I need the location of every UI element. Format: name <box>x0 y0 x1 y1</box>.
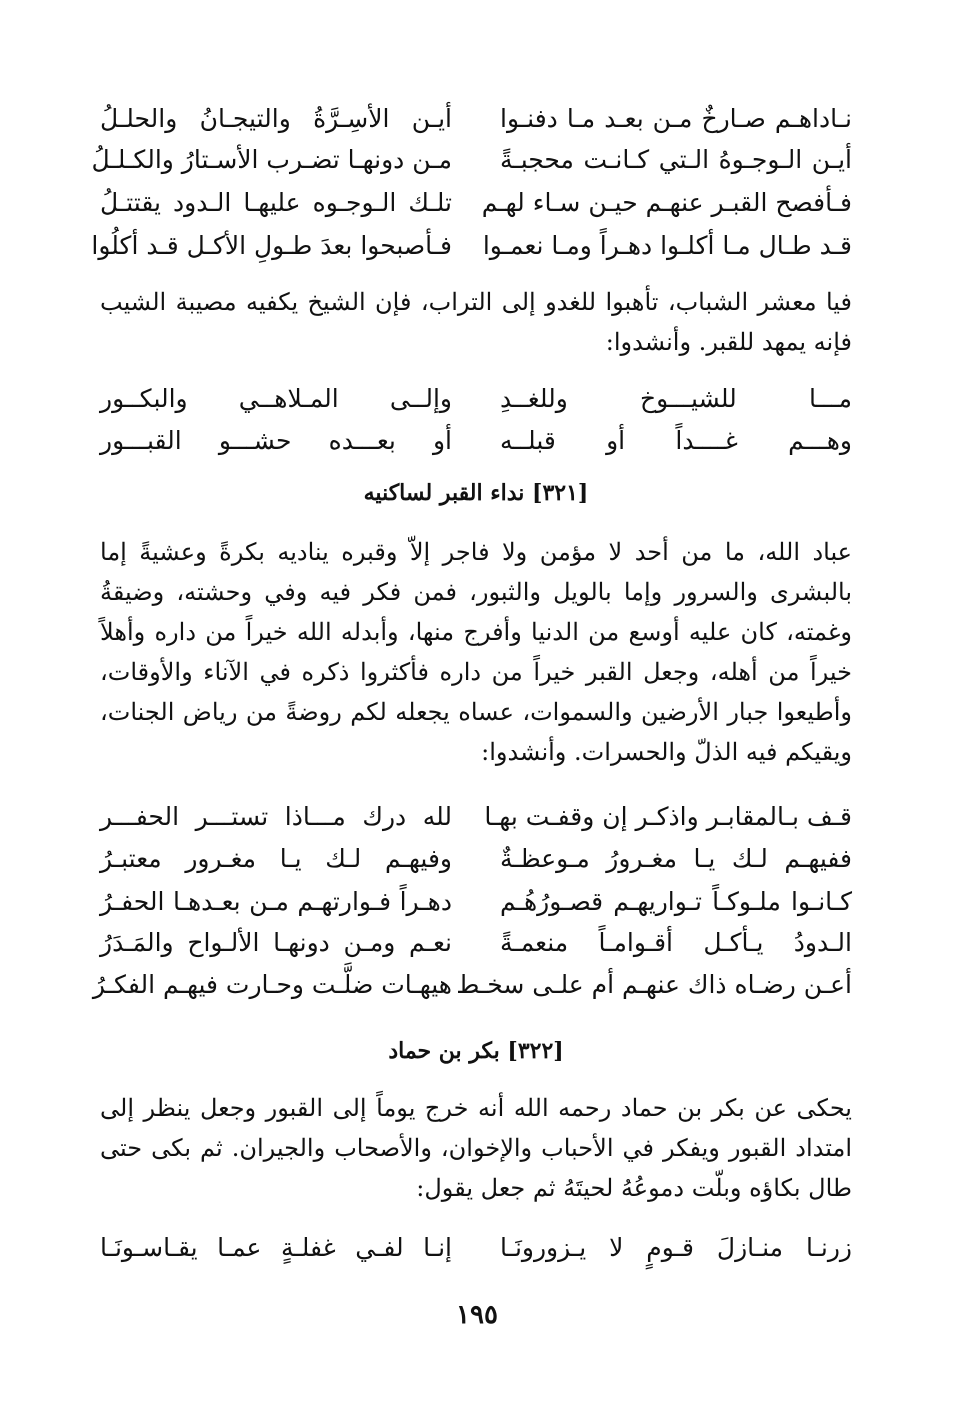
body-paragraph: يحكى عن بكر بن حماد رحمه الله أنه خرج يوماً إلى القبور وجعل ينظر إلى امتداد القبور ويفكر في الأحباب والإخوان، والأصحاب والجيران. ثم بكى حتى طال بكاؤه وبلّت دموعُهُ لحيتَهُ ثم جعل يقول: <box>100 1094 852 1202</box>
verse-line <box>92 964 852 1004</box>
verse-second-hemistich: تلـك الـوجـوه عليهـا الـدود يقتتـلُ <box>100 187 452 217</box>
section-heading: [٣٢٢] بكر بن حماد <box>388 1038 564 1064</box>
verse-line <box>100 378 852 418</box>
verse-line <box>91 225 852 265</box>
verse-first-hemistich: كـانـوا ملـوكـاً تـواريهـم قصـورُهُـم <box>500 886 852 916</box>
verse-line <box>91 139 852 179</box>
verse-second-hemistich: دهـراً فـوارتهـم مـن بعـدهـا الحفـرُ <box>100 886 452 916</box>
verse-first-hemistich: قـف بـالمقابـر واذكـر إن وقفـت بهـا <box>484 801 852 831</box>
verse-line <box>100 1227 852 1267</box>
verse-first-hemistich: فـأفصح القبـر عنهـم حيـن سـاء لهـم <box>481 187 852 217</box>
page-number: ١٩٥ <box>456 1300 498 1330</box>
verse-second-hemistich: وفيهـم لـك يـا مغـرور معتبـرُ <box>100 843 452 873</box>
verse-second-hemistich: نعـم ومـن دونهـا الألـواح والمَـدَرُ <box>100 927 452 957</box>
verse-second-hemistich: لله درك مـــاذا تستـــر الحفـــر <box>100 801 452 831</box>
verse-line <box>100 98 852 138</box>
verse-first-hemistich: زرنـا منـازلَ قـومٍ لا يـزورونَـا <box>500 1232 852 1262</box>
verse-line <box>100 420 852 460</box>
verse-second-hemistich: إنـا لفـي غفلـةٍ عمـا يقـاسـونَـا <box>100 1232 452 1262</box>
verse-first-hemistich: مـــا للشيـــوخ وللغــدِ <box>500 383 852 413</box>
verse-first-hemistich: أعـن رضـاه ذاك عنهـم أم علـى سخـط <box>456 969 852 999</box>
verse-second-hemistich: فـأصبحوا بعدَ طـولِ الأكـل قـد أكلُوا <box>91 230 452 260</box>
verse-first-hemistich: ففيهـم لـك يـا مغـرورُ مـوعظـةٌ <box>500 843 852 873</box>
verse-second-hemistich: هيهـات ضلَّـت وحـارت فيهـم الفكـرُ <box>92 969 452 999</box>
verse-second-hemistich: أيـن الأسِـرَّةُ والتيجـانُ والحلـلُ <box>100 103 452 133</box>
verse-second-hemistich: وإلــى المـلاهــي والبكــور <box>100 383 452 413</box>
verse-line <box>100 796 852 836</box>
verse-line <box>100 838 852 878</box>
body-paragraph: عباد الله، ما من أحد لا مؤمن ولا فاجر إلاّ وقبره يناديه بكرةً وعشيةً إما بالبشرى والسرور وإما بالويل والثبور، فمن فكر فيه وفي وحشته، وضيقةُ وغمته، كان عليه أوسع من الدنيا وأفرج منها، وأبدله الله خيراً من داره وأهلاً خيراً من أهله، وجعل القبر خيراً من داره فأكثروا ذكره في الآناء والأوقات، وأطيعوا جبار الأرضين والسموات، عساه يجعله لكم روضةً من رياض الجنات، ويقيكم فيه الذلّ والحسرات. وأنشدوا: <box>100 538 853 766</box>
verse-line <box>100 182 852 222</box>
verse-line <box>100 881 852 921</box>
verse-second-hemistich: أو بعـــده حشـــو القبـــور <box>100 425 452 455</box>
body-paragraph: فيا معشر الشباب، تأهبوا للغدو إلى التراب، فإن الشيخ يكفيه مصيبة الشيب فإنه يمهد للقبر. وأنشدوا: <box>100 288 852 356</box>
verse-first-hemistich: نـاداهـم صـارخٌ مـن بعـد مـا دفنـوا <box>500 103 852 133</box>
verse-first-hemistich: الـدودُ يـأكـل أقـوامـاً منعمـةً <box>500 927 852 957</box>
verse-first-hemistich: أيـن الـوجـوهُ الـتي كـانـت محجبـةً <box>500 144 852 174</box>
verse-first-hemistich: وهـــم غــــداً أو قبلــه <box>500 425 852 455</box>
verse-second-hemistich: مـن دونهـا تضـرب الأسـتارُ والكـلـلُ <box>91 144 452 174</box>
section-heading: [٣٢١] نداء القبر لساكنيه <box>363 480 589 506</box>
verse-line <box>100 922 852 962</box>
verse-first-hemistich: قـد طـال مـا أكلـوا دهـراً ومـا نعمـوا <box>482 230 852 260</box>
